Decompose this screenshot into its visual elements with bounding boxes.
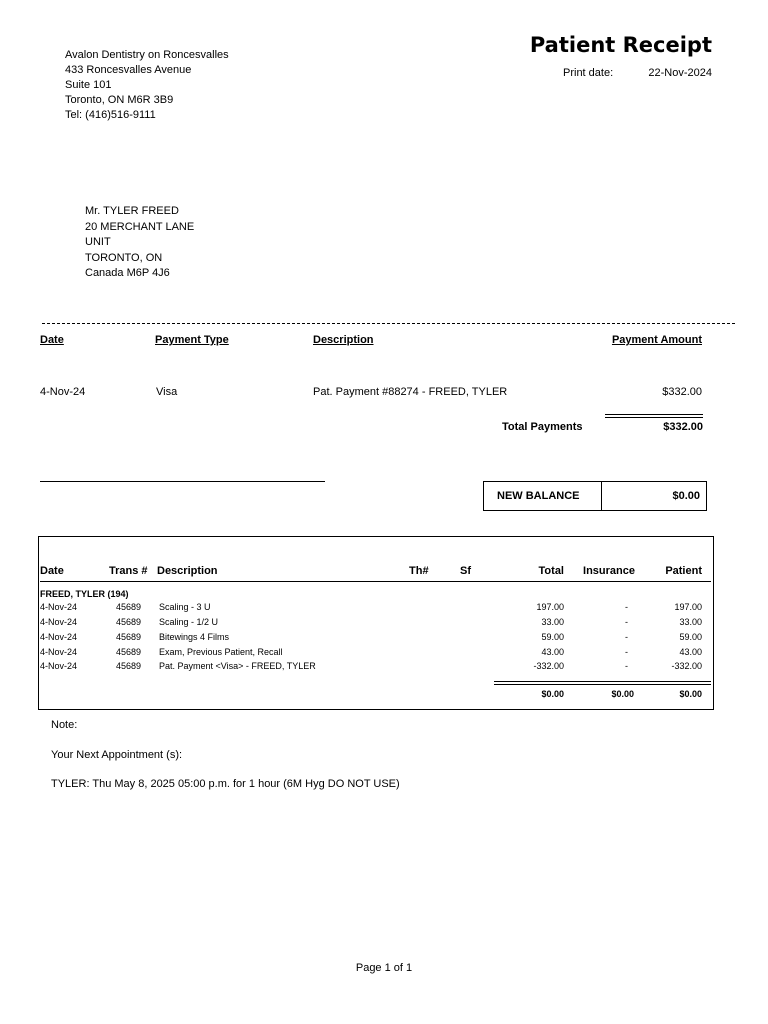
tx-patient: 33.00 <box>679 617 702 627</box>
page-number: Page 1 of 1 <box>355 962 413 974</box>
tx-total: -332.00 <box>533 661 564 671</box>
next-appointment-detail: TYLER: Thu May 8, 2025 05:00 p.m. for 1 hour (6M Hyg DO NOT USE) <box>51 778 400 790</box>
clinic-address-line1: 433 Roncesvalles Avenue <box>65 64 192 76</box>
tx-patient: 43.00 <box>679 647 702 657</box>
tx-header-total: Total <box>538 565 564 577</box>
tx-header-trans: Trans # <box>109 565 148 577</box>
tx-trans: 45689 <box>116 661 142 671</box>
tx-date: 4-Nov-24 <box>40 602 78 612</box>
total-payments-value: $332.00 <box>663 421 703 433</box>
clinic-phone: Tel: (416)516-9111 <box>65 109 156 121</box>
payments-header-description: Description <box>313 334 374 346</box>
patient-address-line2: UNIT <box>85 236 111 248</box>
payments-header-type: Payment Type <box>155 334 229 346</box>
payment-description: Pat. Payment #88274 - FREED, TYLER <box>313 386 508 398</box>
tx-insurance: - <box>625 617 628 627</box>
new-balance-label: NEW BALANCE <box>484 482 602 510</box>
cut-line <box>42 323 735 324</box>
tx-trans: 45689 <box>116 647 142 657</box>
tx-insurance: - <box>625 632 628 642</box>
print-date-label: Print date: <box>563 67 614 79</box>
clinic-name: Avalon Dentistry on Roncesvalles <box>65 49 229 61</box>
new-balance-value: $0.00 <box>672 490 700 502</box>
tx-insurance: - <box>625 647 628 657</box>
tx-description: Pat. Payment <Visa> - FREED, TYLER <box>159 661 316 671</box>
payment-date: 4-Nov-24 <box>40 386 86 398</box>
tx-description: Bitewings 4 Films <box>159 632 230 642</box>
tx-total: 43.00 <box>541 647 564 657</box>
next-appointment-label: Your Next Appointment (s): <box>51 749 183 761</box>
tx-description: Scaling - 3 U <box>159 602 211 612</box>
tx-trans: 45689 <box>116 617 142 627</box>
tx-total: 59.00 <box>541 632 564 642</box>
tx-header-surface: Sf <box>460 565 471 577</box>
tx-date: 4-Nov-24 <box>40 647 78 657</box>
tx-patient: 59.00 <box>679 632 702 642</box>
tx-total: 197.00 <box>536 602 564 612</box>
tx-description: Exam, Previous Patient, Recall <box>159 647 283 657</box>
tx-description: Scaling - 1/2 U <box>159 617 219 627</box>
clinic-info <box>65 48 229 123</box>
tx-insurance: - <box>625 602 628 612</box>
tx-patient: -332.00 <box>671 661 702 671</box>
patient-country-postal: Canada M6P 4J6 <box>85 267 170 279</box>
print-date-value: 22-Nov-2024 <box>648 67 712 79</box>
tx-group-label: FREED, TYLER (194) <box>40 589 129 599</box>
tx-sum-insurance: $0.00 <box>611 689 634 699</box>
tx-date: 4-Nov-24 <box>40 617 78 627</box>
payments-header-amount: Payment Amount <box>611 334 702 346</box>
tx-header-insurance: Insurance <box>583 565 635 577</box>
tx-trans: 45689 <box>116 632 142 642</box>
patient-city: TORONTO, ON <box>85 251 163 264</box>
tx-date: 4-Nov-24 <box>40 632 78 642</box>
tx-sum-total: $0.00 <box>541 689 564 699</box>
note-label: Note: <box>51 719 78 731</box>
tx-header-patient: Patient <box>665 565 702 577</box>
tx-trans: 45689 <box>116 602 142 612</box>
patient-address-line1: 20 MERCHANT LANE <box>85 220 195 233</box>
tx-header-date: Date <box>40 565 64 577</box>
tx-totals-rule <box>494 681 711 685</box>
clinic-city: Toronto, ON M6R 3B9 <box>65 94 174 106</box>
tx-header-rule <box>40 581 711 582</box>
tx-total: 33.00 <box>541 617 564 627</box>
tx-header-tooth: Th# <box>409 565 429 577</box>
tx-date: 4-Nov-24 <box>40 661 78 671</box>
tx-insurance: - <box>625 661 628 671</box>
patient-address <box>85 204 194 282</box>
total-payments-rule <box>605 414 703 418</box>
patient-name: Mr. TYLER FREED <box>85 205 179 217</box>
tx-header-description: Description <box>157 565 218 577</box>
payment-type: Visa <box>156 386 178 398</box>
total-payments-label: Total Payments <box>502 421 583 433</box>
payments-header-date: Date <box>40 334 64 346</box>
page-title: Patient Receipt <box>529 33 712 57</box>
signature-line <box>40 481 325 482</box>
tx-patient: 197.00 <box>674 602 702 612</box>
clinic-address-line2: Suite 101 <box>65 79 112 91</box>
new-balance-box <box>483 481 707 511</box>
payment-amount: $332.00 <box>662 386 702 398</box>
tx-sum-patient: $0.00 <box>679 689 702 699</box>
